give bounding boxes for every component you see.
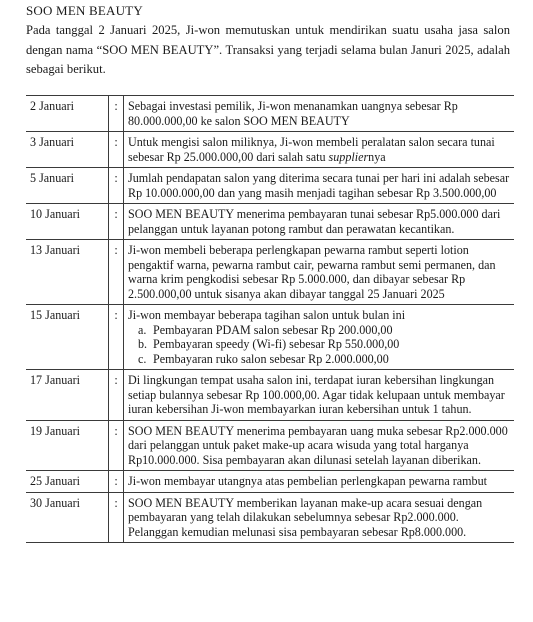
list-item-label: a. [138,322,147,337]
transaction-description: SOO MEN BEAUTY menerima pembayaran uang muka sebesar Rp2.000.000 dari pelanggan untuk paket make-up acara wisuda yang total harganya Rp10.000.000. Sisa pembayaran akan dilunasi setelah layanan diberikan. [124,420,515,471]
bill-list [128,323,510,367]
table-row [26,132,514,168]
transaction-description: SOO MEN BEAUTY menerima pembayaran tunai sebesar Rp5.000.000 dari pelanggan untuk layanan potong rambut dan perawatan kecantikan. [124,204,515,240]
transactions-table [26,95,514,543]
transaction-description: Jumlah pendapatan salon yang diterima secara tunai per hari ini adalah sebesar Rp 10.000.000,00 dan yang masih menjadi tagihan sebesar Rp 3.500.000,00 [124,168,515,204]
transaction-description [124,305,515,370]
transaction-description: SOO MEN BEAUTY memberikan layanan make-up acara sesuai dengan pembayaran yang telah dilakukan sebelumnya sebesar Rp2.000.000. Pelanggan kemudian melunasi sisa pembayaran sebesar Rp8.000.000. [124,492,515,543]
table-row [26,96,514,132]
list-item-text: Pembayaran PDAM salon sebesar Rp 200.000,00 [153,322,393,337]
transaction-date: 10 Januari [26,204,109,240]
table-row [26,471,514,493]
transaction-date: 15 Januari [26,305,109,370]
transaction-description: Sebagai investasi pemilik, Ji-won menanamkan uangnya sebesar Rp 80.000.000,00 ke salon SOO MEN BEAUTY [124,96,515,132]
separator: : [109,471,124,493]
transaction-date: 3 Januari [26,132,109,168]
transaction-date: 30 Januari [26,492,109,543]
separator: : [109,492,124,543]
transaction-date: 5 Januari [26,168,109,204]
list-item [128,352,510,367]
document-title: SOO MEN BEAUTY [26,3,143,18]
intro-paragraph: Pada tanggal 2 Januari 2025, Ji-won memutuskan untuk mendirikan suatu usaha jasa salon dengan nama “SOO MEN BEAUTY”. Transaksi yang terjadi selama bulan Januri 2025, adalah sebagai berikut. [26,23,510,76]
list-item-label: b. [138,337,148,351]
table-row [26,420,514,471]
table-row [26,168,514,204]
list-item [128,337,510,352]
transaction-description [124,132,515,168]
transaction-date: 2 Januari [26,96,109,132]
list-item-text: Pembayaran speedy (Wi-fi) sebesar Rp 550.000,00 [153,337,400,351]
list-item-text: Pembayaran ruko salon sebesar Rp 2.000.000,00 [153,351,389,366]
transaction-description: Ji-won membeli beberapa perlengkapan pewarna rambut seperti lotion pengaktif warna, pewarna rambut cair, pewarna rambut semi permanen, dan warna krim pengkodisi sebesar Rp 5.000.000, dan dibayar sebesar Rp 2.500.000,00 untuk sisanya akan dibayar tanggal 25 Januari 2025 [124,240,515,305]
list-item-label: c. [138,351,147,366]
transaction-date: 17 Januari [26,370,109,421]
table-row [26,492,514,543]
transaction-date: 19 Januari [26,420,109,471]
separator: : [109,240,124,305]
table-row [26,305,514,370]
separator: : [109,305,124,370]
transaction-description: Di lingkungan tempat usaha salon ini, terdapat iuran kebersihan lingkungan setiap bulannya sebesar Rp 100.000,00. Agar tidak kelupaan untuk membayar iuran kebersihan Ji-won membayarkan iuran kebersihan untuk 1 tahun. [124,370,515,421]
separator: : [109,204,124,240]
description-text: Untuk mengisi salon miliknya, Ji-won membeli peralatan salon secara tunai sebesar Rp 25.000.000,00 dari salah satu [128,135,495,164]
transaction-description: Ji-won membayar utangnya atas pembelian perlengkapan pewarna rambut [124,471,515,493]
separator: : [109,168,124,204]
table-row [26,240,514,305]
separator: : [109,370,124,421]
description-text: Ji-won membayar beberapa tagihan salon untuk bulan ini [128,308,406,322]
description-italic-term: supplier [328,149,369,164]
list-item [128,323,510,338]
description-text: nya [368,149,386,164]
table-row [26,204,514,240]
separator: : [109,132,124,168]
transaction-date: 25 Januari [26,471,109,493]
table-row [26,370,514,421]
separator: : [109,420,124,471]
transaction-date: 13 Januari [26,240,109,305]
separator: : [109,96,124,132]
